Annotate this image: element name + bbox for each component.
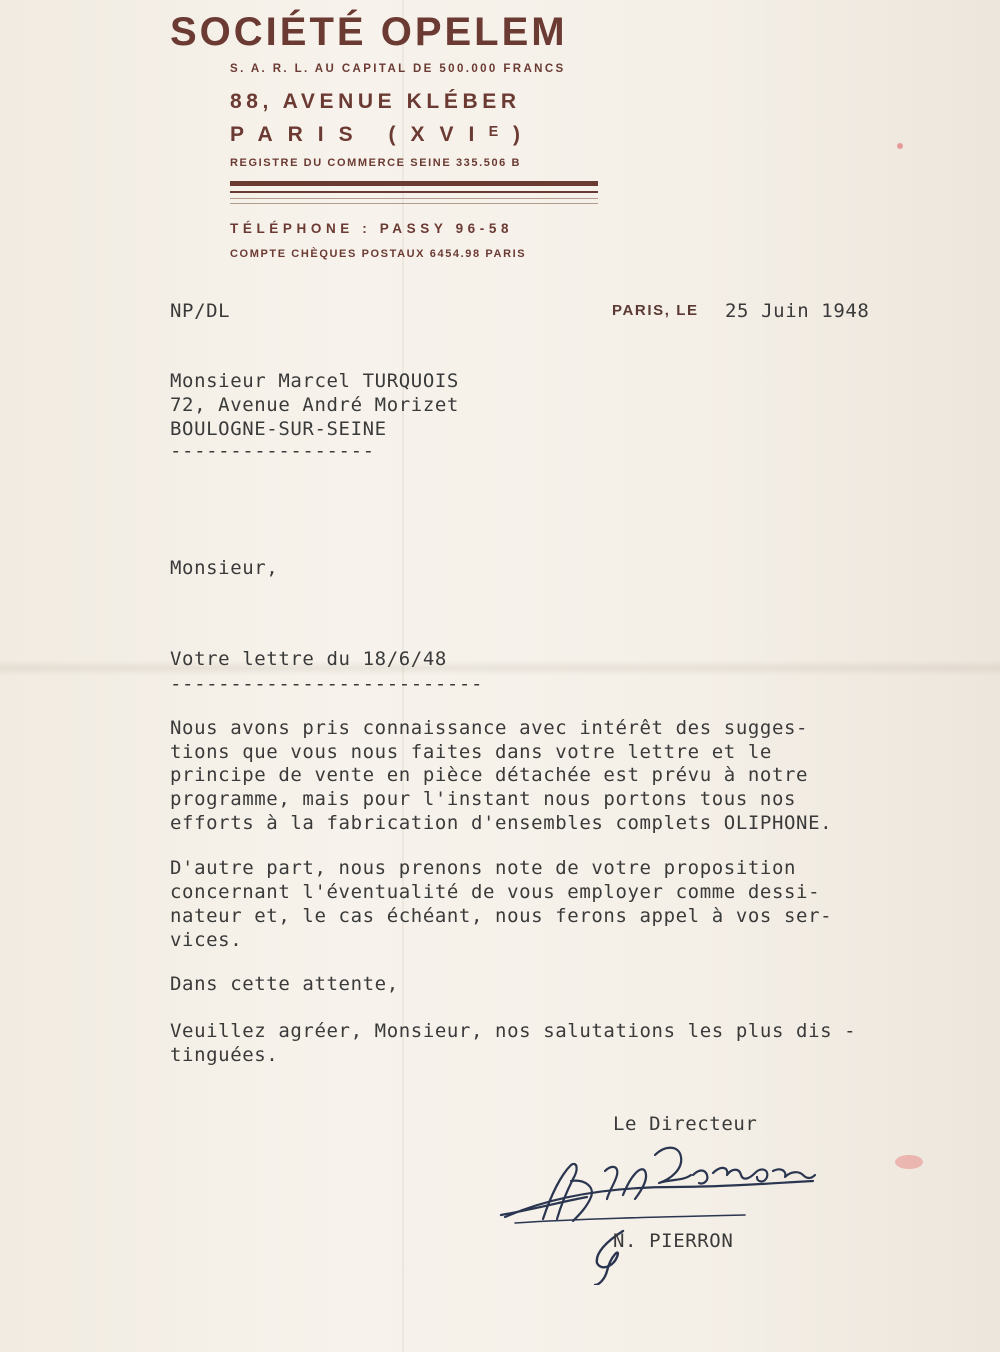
- body-line: tions que vous nous faites dans votre lettre et le: [170, 741, 772, 763]
- header-rule: [230, 203, 598, 204]
- closing-line: tinguées.: [170, 1044, 279, 1066]
- body-line: Nous avons pris connaissance avec intérêt des sugges-: [170, 717, 809, 739]
- company-capital: S. A. R. L. AU CAPITAL DE 500.000 FRANCS: [230, 63, 566, 75]
- date: 25 Juin 1948: [725, 300, 870, 322]
- body-line: vices.: [170, 929, 243, 951]
- recipient-underline: -----------------: [170, 440, 375, 462]
- body-line: programme, mais pour l'instant nous portons tous nos: [170, 788, 797, 810]
- signoff-title: Le Directeur: [613, 1113, 758, 1135]
- body-line: nateur et, le cas échéant, nous ferons appel à vos ser-: [170, 905, 833, 927]
- header-rule: [230, 191, 598, 193]
- recipient-city: BOULOGNE-SUR-SEINE: [170, 418, 387, 440]
- signature-image: [495, 1135, 825, 1285]
- subject-line: Votre lettre du 18/6/48: [170, 648, 447, 670]
- company-city: PARIS (XVIᴱ): [230, 123, 536, 146]
- company-telephone: TÉLÉPHONE : PASSY 96-58: [230, 221, 514, 236]
- body-line: Dans cette attente,: [170, 973, 399, 995]
- company-street: 88, AVENUE KLÉBER: [230, 90, 521, 113]
- signer-name: N. PIERRON: [613, 1230, 734, 1252]
- header-rule: [230, 181, 598, 186]
- recipient-name: Monsieur Marcel TURQUOIS: [170, 370, 459, 392]
- body-line: efforts à la fabrication d'ensembles complets OLIPHONE.: [170, 812, 833, 834]
- body-line: D'autre part, nous prenons note de votre proposition: [170, 857, 797, 879]
- recipient-street: 72, Avenue André Morizet: [170, 394, 459, 416]
- company-name: SOCIÉTÉ OPELEM: [170, 10, 568, 54]
- reference: NP/DL: [170, 300, 231, 322]
- company-cheques: COMPTE CHÈQUES POSTAUX 6454.98 PARIS: [230, 248, 527, 260]
- body-line: principe de vente en pièce détachée est prévu à notre: [170, 764, 809, 786]
- stain: [897, 143, 903, 149]
- closing-line: Veuillez agréer, Monsieur, nos salutations les plus dis -: [170, 1020, 857, 1042]
- date-prefix: PARIS, LE: [612, 302, 699, 319]
- salutation: Monsieur,: [170, 557, 279, 579]
- header-rule: [230, 198, 598, 199]
- subject-underline: --------------------------: [170, 673, 484, 695]
- stain: [895, 1155, 923, 1169]
- company-registre: REGISTRE DU COMMERCE SEINE 335.506 B: [230, 157, 522, 169]
- body-line: concernant l'éventualité de vous employer comme dessi-: [170, 881, 821, 903]
